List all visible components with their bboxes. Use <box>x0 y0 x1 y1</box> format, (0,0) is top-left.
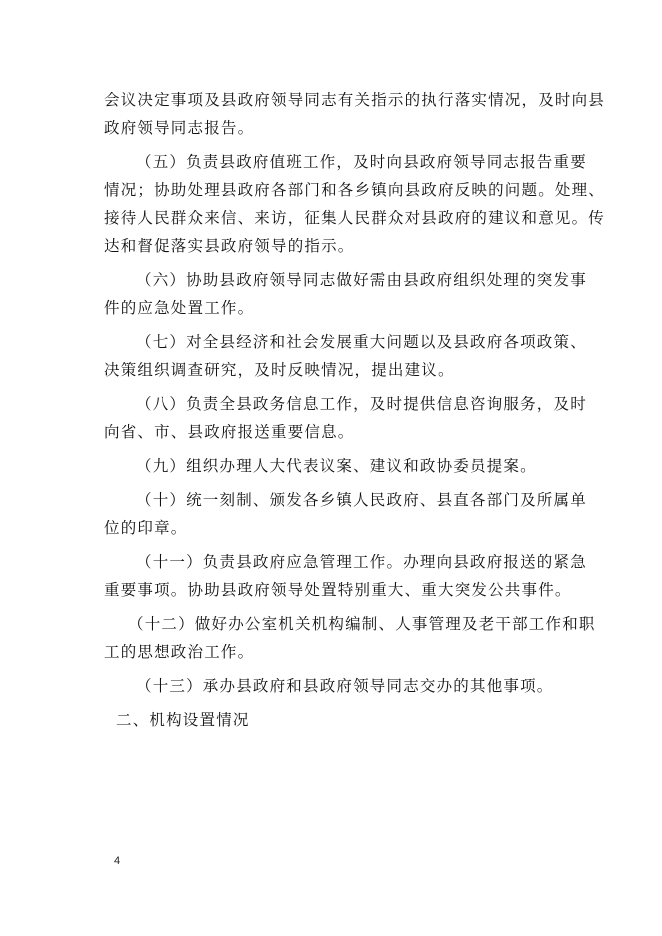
paragraph-item-8 <box>104 390 587 446</box>
text-line: （八）负责全县政务信息工作，及时提供信息咨询服务，及时 <box>136 395 587 413</box>
text-line: 重要事项。协助县政府领导处置特别重大、重大突发公共事件。 <box>104 581 572 599</box>
text-line: （五）负责县政府值班工作，及时向县政府领导同志报告重要 <box>136 153 587 171</box>
paragraph-item-10 <box>104 486 587 542</box>
text-line: 达和督促落实县政府领导的指示。 <box>104 237 355 255</box>
body-text <box>104 86 606 734</box>
paragraph-item-5 <box>104 148 606 260</box>
text-line: 会议决定事项及县政府领导同志有关指示的执行落实情况，及时向县 <box>104 91 606 109</box>
paragraph-item-12 <box>104 610 596 666</box>
text-line: （七）对全县经济和社会发展重大问题以及县政府各项政策、 <box>136 333 587 351</box>
text-line: （十一）负责县政府应急管理工作。办理向县政府报送的紧急 <box>136 553 587 571</box>
text-line: 工的思想政治工作。 <box>104 643 255 661</box>
page-number: 4 <box>114 855 121 867</box>
paragraph-continuation <box>104 86 606 142</box>
text-line: （六）协助县政府领导同志做好需由县政府组织处理的突发事 <box>136 271 587 289</box>
text-line: 接待人民群众来信、来访，征集人民群众对县政府的建议和意见。传 <box>104 209 606 227</box>
text-line: 位的印章。 <box>104 519 188 537</box>
text-line: 件的应急处置工作。 <box>104 299 255 317</box>
paragraph-item-9 <box>104 452 564 480</box>
text-line: 向省、市、县政府报送重要信息。 <box>104 423 355 441</box>
paragraph-item-13 <box>104 672 564 700</box>
section-heading: 二、机构设置情况 <box>116 711 250 729</box>
paragraph-item-7 <box>104 328 587 384</box>
paragraph-item-11 <box>104 548 587 604</box>
text-line: （十三）承办县政府和县政府领导同志交办的其他事项。 <box>136 677 554 695</box>
text-line: （九）组织办理人大代表议案、建议和政协委员提案。 <box>136 457 537 475</box>
text-line: （十）统一刻制、颁发各乡镇人民政府、县直各部门及所属单 <box>136 491 587 509</box>
text-line: 政府领导同志报告。 <box>104 119 255 137</box>
text-line: 情况；协助处理县政府各部门和各乡镇向县政府反映的问题。处理、 <box>104 181 606 199</box>
text-line: 决策组织调查研究，及时反映情况，提出建议。 <box>104 361 455 379</box>
paragraph-item-6 <box>104 266 587 322</box>
text-line: （十二）做好办公室机关机构编制、人事管理及老干部工作和职 <box>128 615 596 633</box>
